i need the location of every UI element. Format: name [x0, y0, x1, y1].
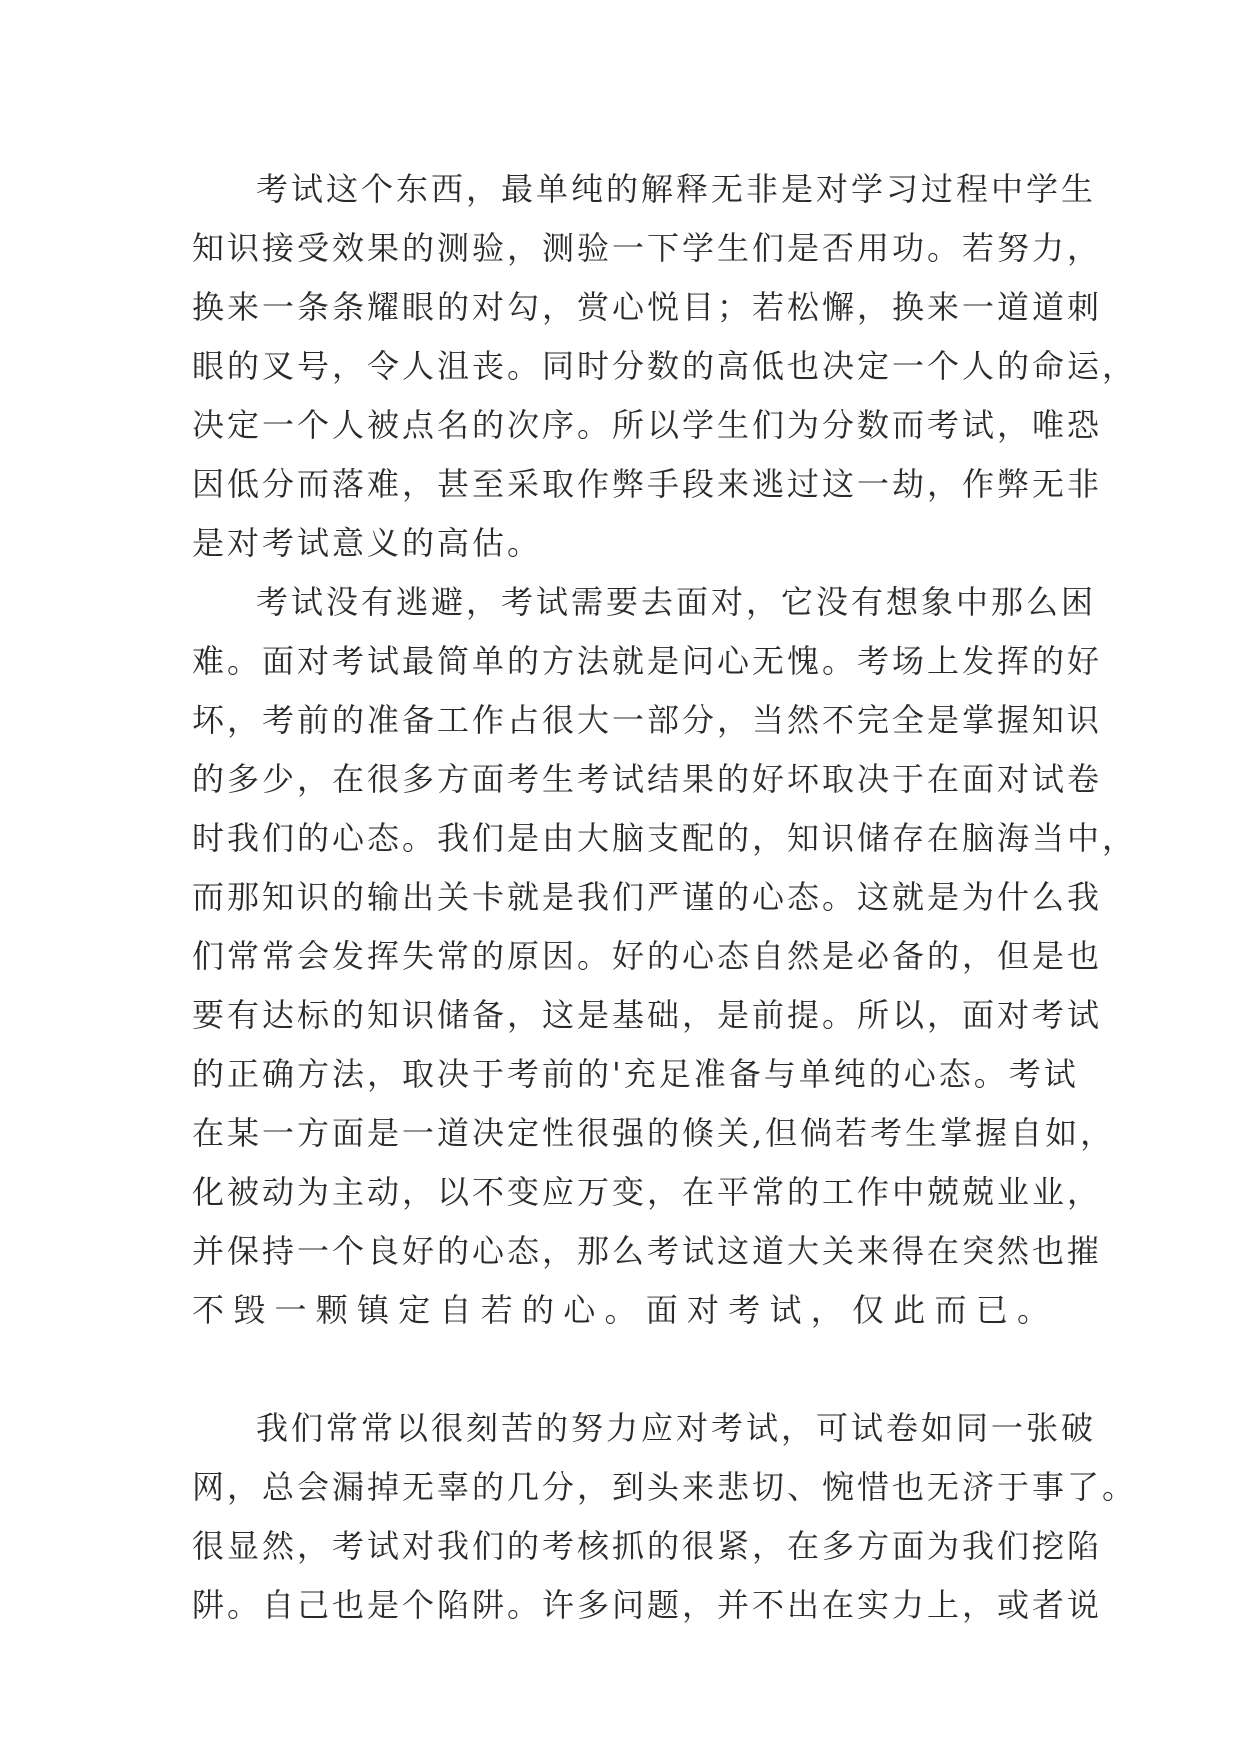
text-line: 们常常会发挥失常的原因。好的心态自然是必备的，但是也	[192, 937, 1103, 975]
text-line: 考试没有逃避，考试需要去面对，它没有想象中那么困	[256, 583, 1097, 621]
text-line: 知识接受效果的测验，测验一下学生们是否用功。若努力，	[192, 229, 1103, 267]
text-line: 换来一条条耀眼的对勾，赏心悦目；若松懈，换来一道道刺	[192, 288, 1103, 326]
text-line: 的正确方法，取决于考前的'充足准备与单纯的心态。考试	[192, 1055, 1079, 1093]
paragraph-3	[192, 1399, 1138, 1635]
paragraph-1	[192, 160, 1138, 573]
paragraph-2	[192, 573, 1138, 1399]
document-body	[192, 160, 1138, 1635]
text-line: 不毁一颗镇定自若的心。面对考试，仅此而已。	[192, 1291, 1052, 1329]
text-line: 要有达标的知识储备，这是基础，是前提。所以，面对考试	[192, 996, 1103, 1034]
text-line: 我们常常以很刻苦的努力应对考试，可试卷如同一张破	[256, 1409, 1097, 1447]
text-line: 是对考试意义的高估。	[192, 524, 543, 562]
text-line: 考试这个东西，最单纯的解释无非是对学习过程中学生	[256, 170, 1097, 208]
text-line: 并保持一个良好的心态，那么考试这道大关来得在突然也摧	[192, 1232, 1103, 1270]
text-line	[192, 1340, 1052, 1399]
text-line: 坏，考前的准备工作占很大一部分，当然不完全是掌握知识	[192, 701, 1103, 739]
text-line: 的多少，在很多方面考生考试结果的好坏取决于在面对试卷	[192, 760, 1103, 798]
text-line: 决定一个人被点名的次序。所以学生们为分数而考试，唯恐	[192, 406, 1103, 444]
text-line: 阱。自己也是个陷阱。许多问题，并不出在实力上，或者说	[192, 1586, 1103, 1624]
text-line: 很显然，考试对我们的考核抓的很紧，在多方面为我们挖陷	[192, 1527, 1103, 1565]
text-line: 在某一方面是一道决定性很强的倏关,但倘若考生掌握自如，	[192, 1114, 1116, 1152]
text-line: 眼的叉号，令人沮丧。同时分数的高低也决定一个人的命运，	[192, 347, 1138, 385]
text-line: 时我们的心态。我们是由大脑支配的，知识储存在脑海当中，	[192, 819, 1138, 857]
text-line: 化被动为主动，以不变应万变，在平常的工作中兢兢业业，	[192, 1173, 1103, 1211]
text-line: 而那知识的输出关卡就是我们严谨的心态。这就是为什么我	[192, 878, 1103, 916]
text-line: 因低分而落难，甚至采取作弊手段来逃过这一劫，作弊无非	[192, 465, 1103, 503]
text-line: 网，总会漏掉无辜的几分，到头来悲切、惋惜也无济于事了。	[192, 1468, 1138, 1506]
text-line: 难。面对考试最简单的方法就是问心无愧。考场上发挥的好	[192, 642, 1103, 680]
